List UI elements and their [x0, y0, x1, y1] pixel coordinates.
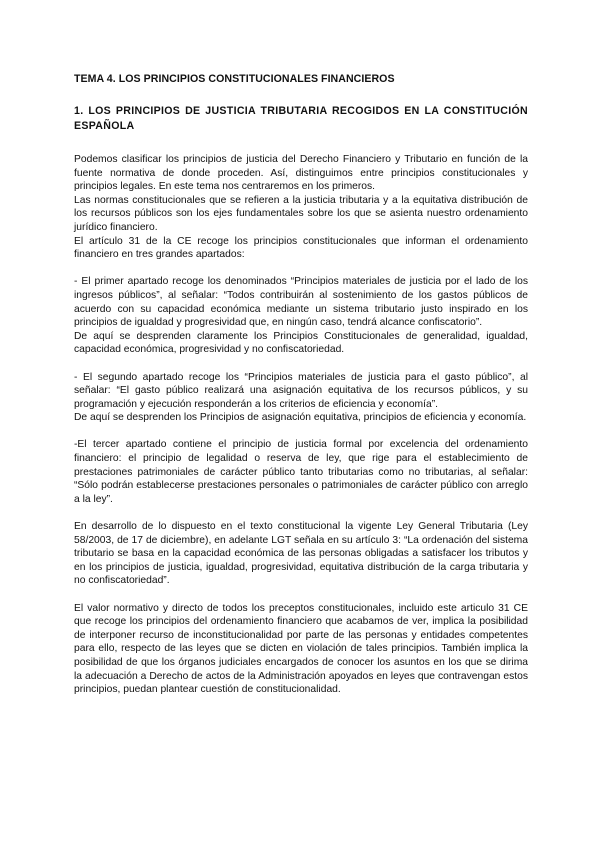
paragraph-normas: Las normas constitucionales que se refieren a la justicia tributaria y a la equitativa distribución de los recursos públicos son los ejes fundamentales sobre los que se asienta nuestro ordenamiento jurídico financiero. [74, 194, 528, 233]
paragraph-tercer-apartado: -El tercer apartado contiene el principio de justicia formal por excelencia del ordenamiento financiero: el principio de legalidad o reserva de ley, que rige para el establecimiento de prestaciones patrimoniales de carácter público tanto tributarias como no tributarias, al señalar: “Sólo podrán establecerse prestaciones personales o patrimoniales de carácter público con arreglo a la ley”. [74, 439, 528, 505]
paragraph-segundo-conclusion: De aquí se desprenden los Principios de asignación equitativa, principios de eficiencia y economía. [74, 412, 527, 424]
section-heading: 1. LOS PRINCIPIOS DE JUSTICIA TRIBUTARIA RECOGIDOS EN LA CONSTITUCIÓN ESPAÑOLA [74, 105, 528, 132]
paragraph-articulo-31: El artículo 31 de la CE recoge los principios constitucionales que informan el ordenamiento financiero en tres grandes apartados: [74, 235, 528, 261]
paragraph-gap [74, 588, 528, 602]
paragraph-primer-conclusion: De aquí se desprenden claramente los Principios Constitucionales de generalidad, igualdad, capacidad económica, progresividad y no confiscatoriedad. [74, 330, 528, 356]
paragraph-gap [74, 262, 528, 276]
paragraph-segundo-apartado: - El segundo apartado recoge los “Principios materiales de justicia para el gasto público”, al señalar: “El gasto público realizará una asignación equitativa de los recursos públicos, y su programación y ejecución responderán a los criterios de eficiencia y economía”. [74, 371, 528, 410]
document-body [74, 72, 528, 697]
paragraph-lgt: En desarrollo de lo dispuesto en el texto constitucional la vigente Ley General Tributaria (Ley 58/2003, de 17 de diciembre), en adelante LGT señala en su artículo 3: “La ordenación del sistema tributario se basa en la capacidad económica de las personas obligadas a satisfacer los tributos y en los principios de justicia, igualdad, progresividad, equitativa distribución de la carga tributaria y no confiscatoriedad”. [74, 521, 528, 587]
document-title: TEMA 4. LOS PRINCIPIOS CONSTITUCIONALES FINANCIEROS [74, 73, 395, 85]
paragraph-gap [74, 357, 528, 371]
paragraph-primer-apartado: - El primer apartado recoge los denominados “Principios materiales de justicia por el lado de los ingresos públicos”, al señalar: “Todos contribuirán al sostenimiento de los gastos públicos de acuerdo con su capacidad económica mediante un sistema tributario justo inspirado en los principios de igualdad y progresividad que, en ningún caso, tendrá alcance confiscatorio”. [74, 276, 528, 329]
paragraph-valor-normativo: El valor normativo y directo de todos los preceptos constitucionales, incluido este articulo 31 CE que recoge los principios del ordenamiento financiero que acabamos de ver, implica la posibilidad de interponer recurso de inconstitucionalidad por parte de las personas y entidades competentes para ello, respecto de las leyes que se dicten en violación de tales principios. También implica la posibilidad de que los órganos judiciales encargados de conocer los asuntos en los que se dirima la adecuación a Derecho de actos de la Administración apoyados en leyes que contravengan estos principios, puedan plantear cuestión de constitucionalidad. [74, 602, 528, 696]
paragraph-intro: Podemos clasificar los principios de justicia del Derecho Financiero y Tributario en función de la fuente normativa de donde proceden. Así, distinguimos entre principios constitucionales y principios legales. En este tema nos centraremos en los primeros. [74, 154, 528, 193]
paragraph-gap [74, 506, 528, 520]
paragraph-gap [74, 425, 528, 439]
